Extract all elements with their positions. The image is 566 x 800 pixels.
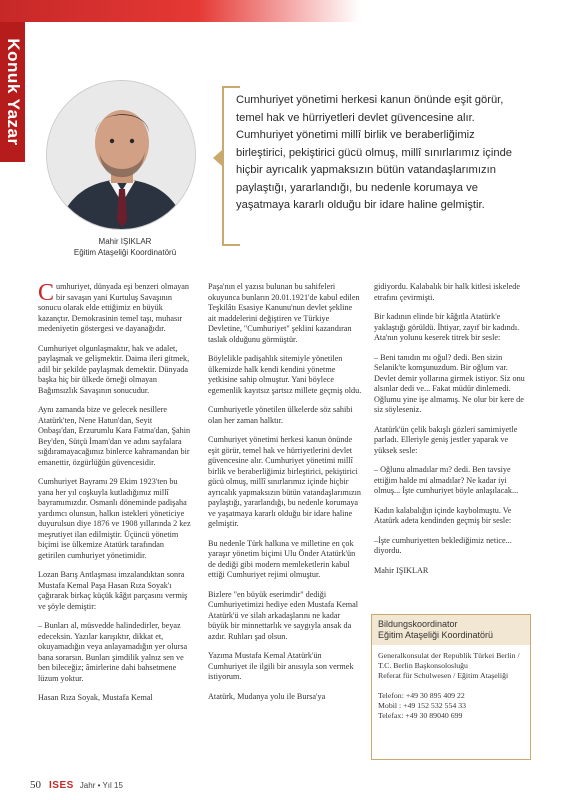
paragraph: Bu nedenle Türk halkına ve milletine en çok yaraşır yönetim biçimi Ulu Önder Atatürk'ün de dediği gibi modern memleketlerin kabul ettiği Cumhuriyet rejimi olmuştur. [208, 538, 356, 579]
contact-department: Referat für Schulwesen / Eğitim Ataşeliği [378, 671, 509, 680]
paragraph-text: umhuriyet, dünyada eşi benzeri olmayan bir savaşın yani Kurtuluş Savaşının sonucu olarak elde ettiğimiz en büyük kazançtır. Demokrasinin temel taşı, muhasır medeniyetin göstergesi ve dayanağıdır. [38, 282, 190, 333]
section-tab-label: Konuk Yazar [3, 38, 23, 146]
pull-quote-text: Cumhuriyet yönetimi herkesi kanun önünde eşit görür, temel hak ve hürriyetleri devlet güvencesine alır. Cumhuriyet yönetimi millî birlik ve beraberliğimiz birleştirici, pekiştirici gücü olmuş, millî sınırlarımız içinde hiçbir ayrıcalık yapmaksızın bütün vatandaşlarımızın paylaştığı, yararlandığı, bu nedenle korumaya ve yaşatmaya kararlı olduğu bir idare haline gelmiştir. [236, 94, 513, 211]
issue-label: Jahr • Yıl 15 [79, 780, 123, 790]
paragraph: Cumhuriyet yönetimi herkesi kanun önünde eşit görür, temel hak ve hürriyetlerini devlet güvencesine alır. Cumhuriyet yönetimi millî birlik ve beraberliğimiz birleştirici, pekiştirici gücü olmuş, millî sınırlarımız içinde hiçbir ayrıcalık yapmaksızın bütün vatandaşlarımızın paylaştığı, yararlandığı, bu nedenle korumaya ve yaşatmaya kararlı olduğu bir idare haline gelmiştir. [208, 435, 362, 528]
paragraph [38, 282, 192, 335]
paragraph: Bir kadının elinde bir kâğıtla Atatürk'e yaklaştığı görüldü. İhtiyar, zayıf bir kadındı. Ata'nın yolunu keserek titrek bir sesle: [374, 312, 520, 342]
contact-box [371, 614, 531, 760]
contact-title-de: Bildungskoordinator [378, 619, 458, 629]
pull-quote [222, 86, 522, 246]
paragraph: Yazıma Mustafa Kemal Atatürk'ün Cumhuriyet ile ilgili bir anısıyla son vermek istiyorum. [208, 651, 354, 681]
contact-phone: Telefon: +49 30 895 409 22 [378, 691, 465, 700]
contact-header [372, 615, 530, 645]
paragraph: Aynı zamanda bize ve gelecek nesillere Atatürk'ten, Nene Hatun'dan, Seyit Onbaşı'dan, Erzurumlu Kara Fatma'dan, Şahin Bey'den, Sütçü İmam'dan ve adını sayfalara sığdıramayacağımız binlerce kahramandan bir emanettir, özgürlüğün güvencesidir. [38, 405, 191, 467]
paragraph: Kadın kalabalığın içinde kaybolmuştu. Ve Atatürk adeta kendinden geçmiş bir sesle: [374, 505, 512, 525]
paragraph: gidiyordu. Kalabalık bir halk kitlesi iskelede etrafını çevirmişti. [374, 282, 520, 302]
paragraph: Atatürk'ün çelik bakışlı gözleri samimiyetle parladı. Elleriyle geniş jestler yaparak ve yüksek sesle: [374, 424, 518, 455]
contact-fax: Telefax: +49 30 89040 699 [378, 711, 463, 720]
paragraph: – Oğlunu almadılar mı? dedi. Ben tavsiye ettiğim halde mi almadılar? Ne kadar iyi olmuş... İşte cumhuriyet böyle anlaşılacak... [374, 465, 519, 495]
drop-cap: C [38, 280, 55, 306]
author-caption [40, 237, 210, 257]
paragraph: Bizlere "en büyük eserimdir" dediği Cumhuriyetimizi hediye eden Mustafa Kemal Atatürk'ü ve silah arkadaşlarını ne kadar büyük bir minnettarlık ve saygıyla ansak da azdır. Ruhları şad olsun. [208, 589, 359, 641]
page-number: 50 [30, 779, 41, 791]
magazine-logo: ISES [49, 779, 74, 791]
paragraph: – Beni tanıdın mı oğul? dedi. Ben sizin Selanik'te komşunuzdum. Bir oğlum var. Devlet demir yollarına girmek istiyor. Siz onu alsınlar dedi ve... Fakat müdür dinlemedi. Oğlumu yine işe almamış. Ne olur bir kere de siz söyleseniz. [374, 352, 525, 414]
contact-address: Generalkonsulat der Republik Türkei Berlin / T.C. Berlin Başkonsolosluğu [378, 651, 520, 670]
paragraph: Lozan Barış Antlaşması imzalandıktan sonra Mustafa Kemal Paşa Hasan Rıza Soyak'ı çağırarak birkaç küçük kâğıt parçasını vermiş ve şöyle demiştir: [38, 570, 188, 611]
paragraph: Paşa'nın el yazısı bulunan bu sahifeleri okuyunca bunların 20.01.1921'de kabul edilen Teşkilâtı Esasiye Kanunu'nun devlet şekline ait maddelerini değiştiren ve Türkiye Devletine, "Cumhuriyet" şeklini kazandıran taslak olduğunu görmüştür. [208, 282, 360, 344]
contact-mobile: Mobil : +49 152 532 554 33 [378, 701, 467, 710]
paragraph: – Bunları al, müsvedde halindedirler, beyaz edeceksin. Yazılar karışıktır, dikkat et, okuyamadığın veya anlayamadığın yer olursa bana sorarsın. Bunları şimdilik yalnız sen ve ben bileceğiz; âmirlerine dahi bahsetmene lüzum yoktur. [38, 621, 188, 683]
signature: Mahir IŞIKLAR [374, 565, 429, 575]
contact-title-tr: Eğitim Ataşeliği Koordinatörü [378, 630, 494, 640]
paragraph: Cumhuriyet olgunlaşmaktır, hak ve adalet, paylaşmak ve gelişmektir. Daima ileri gitmek, adil bir şekilde paylaşmak demektir. Dünyada başka hiç bir ülkede örneği olmayan Bağımsızlık Savaşının sonucudur. [38, 343, 190, 395]
paragraph: Böylelikle padişahlık sitemiyle yönetilen ülkemizde halk kendi kendini yönetme yetkisine sahip olmuştur. Yani böylece egemenlik kayıtsız şartsız millete geçmiş oldu. [208, 354, 362, 395]
author-photo [46, 80, 196, 230]
paragraph: Hasan Rıza Soyak, Mustafa Kemal [38, 693, 153, 702]
author-name: Mahir IŞIKLAR [98, 237, 152, 246]
author-role: Eğitim Ataşeliği Koordinatörü [73, 248, 177, 257]
article-column-1 [38, 282, 192, 713]
page-footer [30, 776, 123, 794]
author-photo-illustration [47, 81, 196, 230]
section-tab [0, 22, 25, 162]
paragraph: Cumhuriyetle yönetilen ülkelerde söz sahibi olan her zaman halktır. [208, 405, 353, 425]
quote-pointer [213, 150, 222, 166]
paragraph: –İşte cumhuriyetten beklediğimiz netice... diyordu. [374, 535, 512, 555]
paragraph: Atatürk, Mudanya yolu ile Bursa'ya [208, 691, 326, 701]
paragraph: Cumhuriyet Bayramı 29 Ekim 1923'ten bu yana her yıl coşkuyla kutladığımız millî bayramımızdır. Osmanlı döneminde padişaha yardımcı olunsun, halkın istekleri yöneticiye duyurulsun diye 1876 ve 1908 yıllarında 2 kez meşrutiyet ilan edilmiştir. Üçüncü yönetim biçimi ise ülkemize Atatürk tarafından getirilen cumhuriyet yönetimidir. [38, 477, 191, 560]
top-accent-bar [0, 0, 360, 22]
contact-body [372, 645, 530, 721]
article-column-2 [208, 282, 362, 711]
article-column-3 [374, 282, 528, 585]
